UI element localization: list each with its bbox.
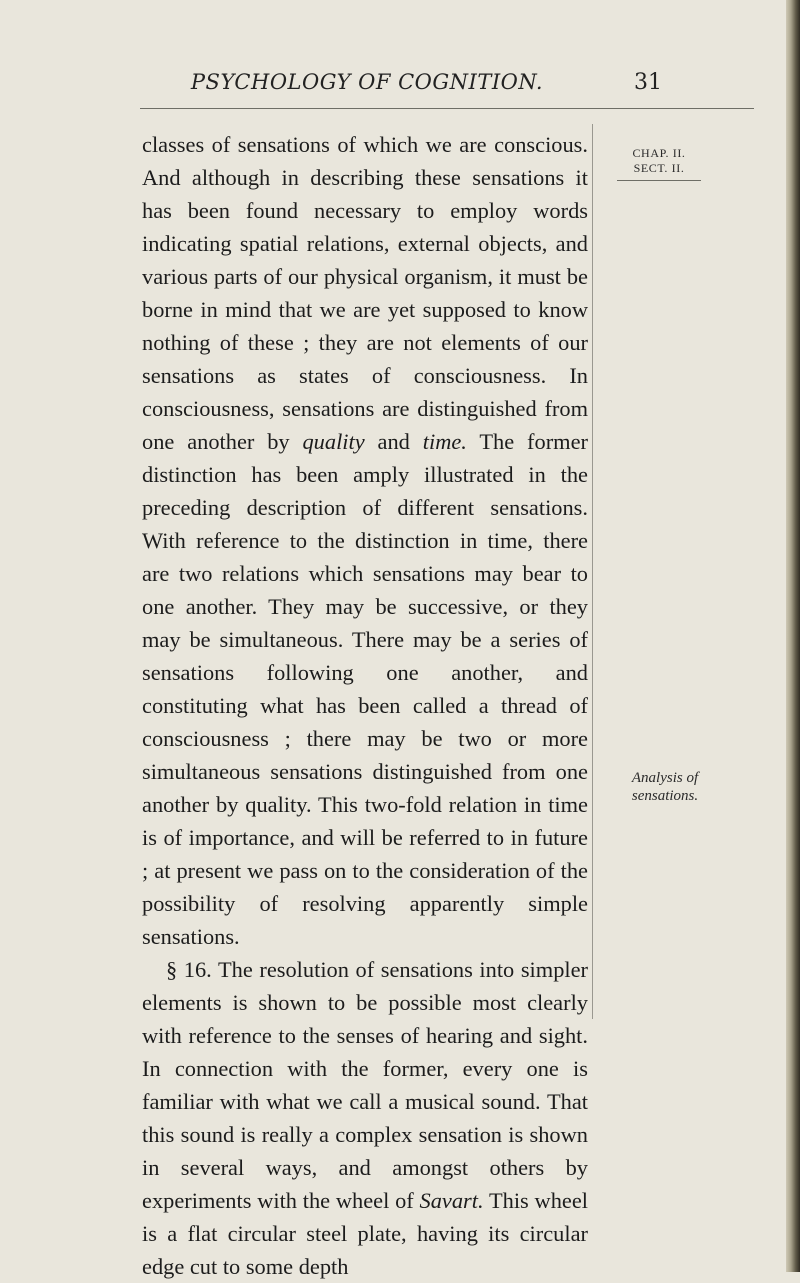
paragraph-1-text-a: classes of sensations of which we are conscious. And although in describing these sensations it has been found necessary to employ words indicating spatial relations, external objects, and various parts of our physical organism, it must be borne in mind that we are yet supposed to know nothing of these ; they are not elements of our sensations as states of consciousness. In consciousness, sensations are distinguished from one another by bbox=[142, 132, 588, 454]
main-text bbox=[142, 128, 588, 1283]
paragraph-2-text-a: § 16. The resolution of sensations into simpler elements is shown to be possible most clearly with reference to the senses of hearing and sight. In connection with the former, every one is familiar with what we call a musical sound. That this sound is really a complex sensation is shown in several ways, and amongst others by experiments with the wheel of bbox=[142, 957, 588, 1213]
page-number: 31 bbox=[634, 70, 662, 95]
section-label: SECT. II. bbox=[633, 161, 685, 175]
emphasis-savart: Savart. bbox=[419, 1188, 484, 1213]
paragraph-2-text-b: This wheel is a flat circular steel plate, having its circular edge cut to some depth bbox=[142, 1188, 588, 1279]
margin-note-rule bbox=[617, 180, 701, 181]
header-rule bbox=[140, 108, 754, 109]
chapter-label: CHAP. II. bbox=[632, 146, 686, 160]
side-heading-line-1: Analysis of bbox=[631, 770, 699, 786]
binding-edge bbox=[786, 0, 800, 1272]
paragraph-1-and: and bbox=[364, 429, 423, 454]
paragraph-2 bbox=[142, 953, 588, 1283]
side-heading bbox=[600, 769, 730, 805]
side-heading-line-2: sensations. bbox=[631, 788, 699, 804]
margin-divider bbox=[592, 124, 593, 1019]
running-title: PSYCHOLOGY OF COGNITION. bbox=[190, 70, 544, 94]
emphasis-time: time. bbox=[422, 429, 467, 454]
chapter-section-note bbox=[594, 146, 724, 181]
paragraph-1-text-b: The former distinction has been amply illustrated in the preceding description of different sensations. With reference to the distinction in time, there are two relations which sensations may bear to one another. They may be successive, or they may be simultaneous. There may be a series of sensations following one another, and constituting what has been called a thread of consciousness ; there may be two or more simultaneous sensations distinguished from one another by quality. This two-fold relation in time is of importance, and will be referred to in future ; at present we pass on to the consideration of the possibility of resolving apparently simple sensations. bbox=[142, 429, 588, 949]
emphasis-quality: quality bbox=[302, 429, 365, 454]
paragraph-1 bbox=[142, 128, 588, 953]
